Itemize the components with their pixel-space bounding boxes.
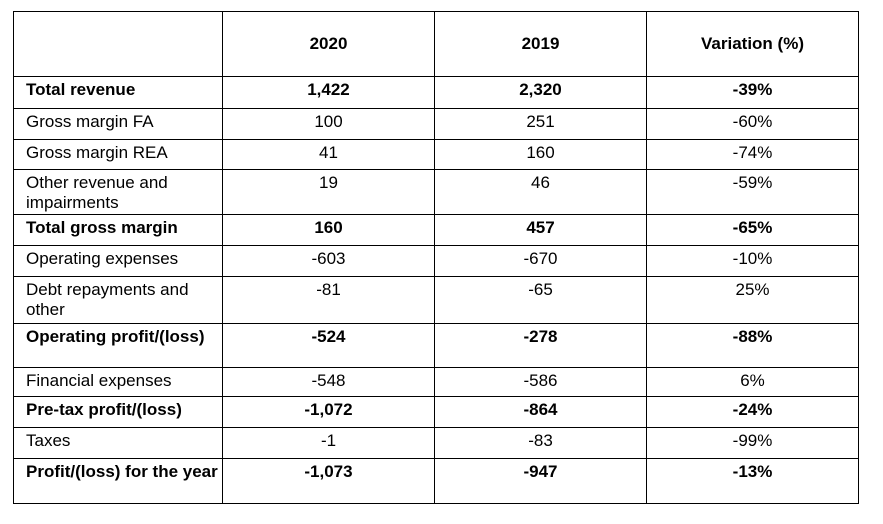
table-row [14,324,859,368]
value-2020: -1 [223,428,435,459]
table-row [14,77,859,109]
table-row [14,368,859,397]
row-label: Gross margin FA [14,109,223,140]
table-row [14,246,859,277]
value-2020: 160 [223,215,435,246]
value-2019: -947 [435,459,647,504]
table-header-row [14,12,859,77]
value-2020: -81 [223,277,435,324]
value-2020: -524 [223,324,435,368]
value-2019: -864 [435,397,647,428]
row-label: Debt repayments and other [14,277,223,324]
value-variation: -59% [647,170,859,215]
value-variation: -74% [647,140,859,170]
value-2020: 19 [223,170,435,215]
value-2019: 251 [435,109,647,140]
value-2020: 41 [223,140,435,170]
value-variation: -65% [647,215,859,246]
table-row [14,459,859,504]
financial-table [13,11,859,504]
row-label: Gross margin REA [14,140,223,170]
header-2020: 2020 [223,12,435,77]
value-2019: 457 [435,215,647,246]
value-2020: 1,422 [223,77,435,109]
value-2019: 2,320 [435,77,647,109]
row-label: Total gross margin [14,215,223,246]
value-variation: -24% [647,397,859,428]
table-row [14,277,859,324]
value-2020: -1,073 [223,459,435,504]
value-variation: 6% [647,368,859,397]
value-2019: 46 [435,170,647,215]
value-2020: 100 [223,109,435,140]
value-2020: -603 [223,246,435,277]
header-variation: Variation (%) [647,12,859,77]
table-row [14,215,859,246]
header-label-cell [14,12,223,77]
table-row [14,140,859,170]
header-2019: 2019 [435,12,647,77]
value-2019: -83 [435,428,647,459]
value-2019: -65 [435,277,647,324]
value-2019: -670 [435,246,647,277]
row-label: Other revenue and impairments [14,170,223,215]
value-variation: -99% [647,428,859,459]
table-row [14,170,859,215]
row-label: Operating expenses [14,246,223,277]
value-variation: -88% [647,324,859,368]
value-variation: 25% [647,277,859,324]
value-variation: -13% [647,459,859,504]
value-variation: -39% [647,77,859,109]
value-variation: -10% [647,246,859,277]
value-2020: -1,072 [223,397,435,428]
value-2020: -548 [223,368,435,397]
value-2019: 160 [435,140,647,170]
value-2019: -586 [435,368,647,397]
table-row [14,397,859,428]
value-variation: -60% [647,109,859,140]
value-2019: -278 [435,324,647,368]
row-label: Profit/(loss) for the year [14,459,223,504]
row-label: Operating profit/(loss) [14,324,223,368]
table-row [14,428,859,459]
row-label: Pre-tax profit/(loss) [14,397,223,428]
row-label: Total revenue [14,77,223,109]
row-label: Financial expenses [14,368,223,397]
table-row [14,109,859,140]
row-label: Taxes [14,428,223,459]
